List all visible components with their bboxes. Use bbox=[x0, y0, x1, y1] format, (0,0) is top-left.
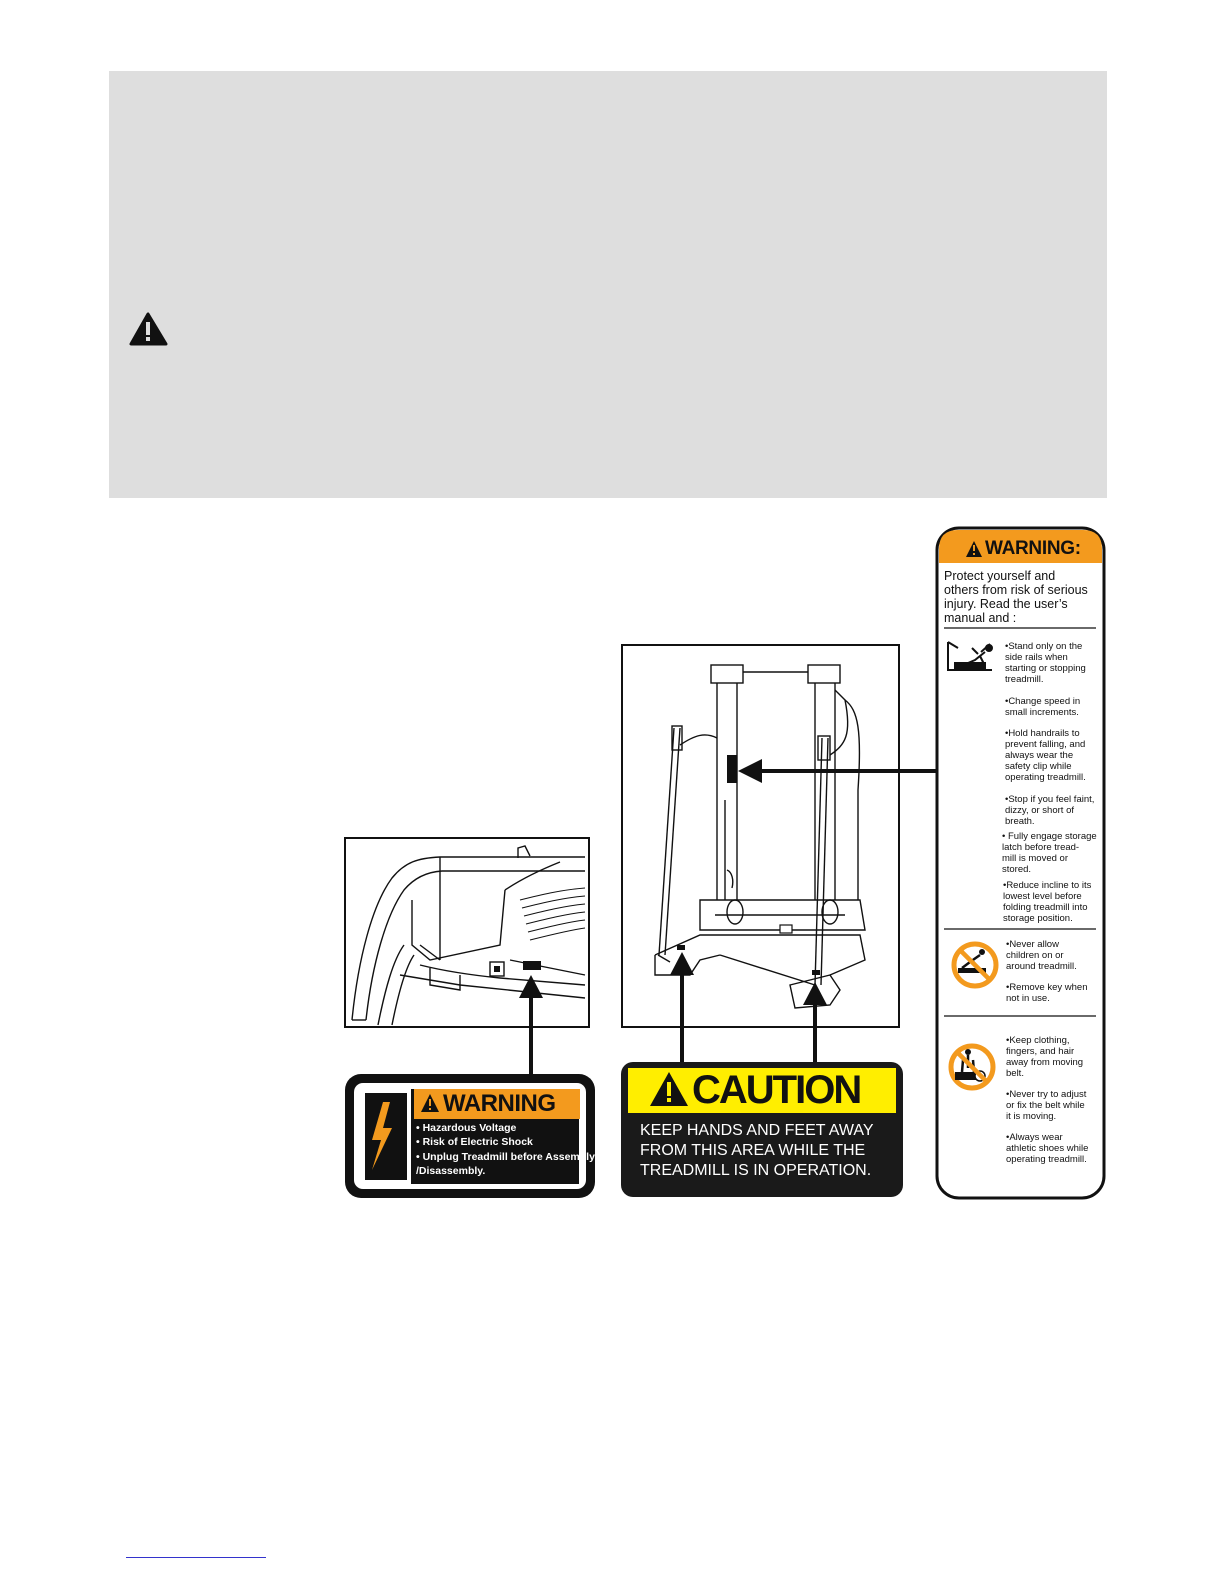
warning-item: •Never try to adjust or fix the belt while it is moving. bbox=[1006, 1089, 1087, 1122]
warning-item: •Stand only on the side rails when starting or stopping treadmill. bbox=[1005, 641, 1086, 685]
warning-item: •Never allow children on or around treadmill. bbox=[1006, 939, 1077, 972]
large-warning-intro-line: injury. Read the user’s bbox=[944, 597, 1068, 611]
console-illustration bbox=[345, 838, 589, 1027]
caution-header: CAUTION bbox=[692, 1068, 861, 1112]
warning-item: •Stop if you feel faint, dizzy, or short of breath. bbox=[1005, 794, 1095, 827]
warning-item: •Change speed in small increments. bbox=[1005, 696, 1081, 718]
large-warning-intro-line: manual and : bbox=[944, 611, 1017, 625]
caution-line: FROM THIS AREA WHILE THE bbox=[640, 1142, 866, 1159]
no-hands-near-belt-icon bbox=[951, 1046, 993, 1088]
warning-item: •Remove key when not in use. bbox=[1006, 982, 1088, 1004]
small-warning-line: • Hazardous Voltage bbox=[416, 1122, 517, 1134]
caution-line: KEEP HANDS AND FEET AWAY bbox=[640, 1122, 874, 1139]
warning-item: •Keep clothing, fingers, and hair away from moving belt. bbox=[1006, 1035, 1084, 1079]
warning-item: •Hold handrails to prevent falling, and always wear the safety clip while operating treadmill. bbox=[1005, 728, 1086, 783]
small-warning-line: • Unplug Treadmill before Assembly bbox=[416, 1151, 595, 1163]
warning-item: •Reduce incline to its lowest level before folding treadmill into storage position. bbox=[1003, 880, 1092, 924]
warning-triangle-icon bbox=[131, 314, 166, 344]
warning-item: • Fully engage storage latch before tread- mill is moved or stored. bbox=[1002, 831, 1097, 875]
small-warning-line: • Risk of Electric Shock bbox=[416, 1136, 533, 1148]
caution-line: TREADMILL IS IN OPERATION. bbox=[640, 1162, 872, 1179]
large-warning-intro-line: Protect yourself and bbox=[944, 569, 1056, 583]
large-warning-intro-line: others from risk of serious bbox=[944, 583, 1088, 597]
small-warning-header: WARNING bbox=[443, 1090, 556, 1117]
no-children-icon bbox=[954, 944, 996, 986]
warning-item: •Always wear athletic shoes while operating treadmill. bbox=[1006, 1132, 1089, 1165]
small-warning-line: /Disassembly. bbox=[416, 1165, 486, 1177]
large-warning-header: WARNING: bbox=[985, 538, 1081, 559]
footer-rule bbox=[126, 1557, 266, 1558]
treadmill-illustration bbox=[622, 645, 899, 1027]
